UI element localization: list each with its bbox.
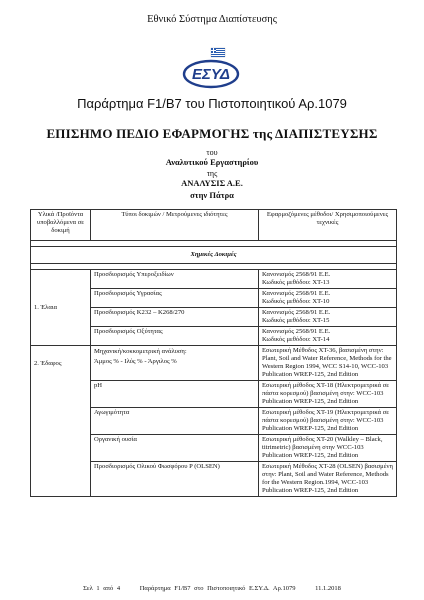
table-header-row: [31, 210, 397, 241]
test-cell: Μηχανική/κοκκομετρική ανάλυση: Άμμος % - Ιλύς % - Άργιλος %: [91, 346, 259, 381]
footer-page-number: Σελ 1 από 4: [83, 585, 121, 592]
footer-date: 11.1.2018: [315, 585, 341, 592]
method-cell: Εσωτερική μέθοδος ΧΤ-18 (Ηλεκτρομετρικά σε πάστα κορεσμού) βασισμένη στην: WCC-103 Publication WREP-125, 2nd Edition: [259, 381, 397, 408]
method-cell: Εσωτερική μέθοδος ΧΤ-19 (Ηλεκτρομετρικά σε πάστα κορεσμού) βασισμένη στην: WCC-103 Publication WREP-125, 2nd Edition: [259, 408, 397, 435]
header-materials: Υλικά /Προϊόντα υποβαλλόμενα σε δοκιμή: [31, 210, 91, 241]
esyd-logo: [180, 47, 242, 91]
method-cell: Εσωτερική Μέθοδος ΧΤ-28 (OLSEN) βασισμένη στην: Plant, Soil and Water Reference, Methods for the Western Region.1994, WCC-103 Publication WREP-125, 2nd Edition: [259, 462, 397, 497]
material-cell: 1. Έλαια: [31, 270, 91, 346]
test-cell: Προσδιορισμός Ολικού Φωσφόρου P (OLSEN): [91, 462, 259, 497]
organization-name: Εθνικό Σύστημα Διαπίστευσης: [147, 14, 277, 25]
category-row: [31, 247, 397, 264]
test-cell: Προσδιορισμός K232 – K268/270: [91, 308, 259, 327]
logo-text: ΕΣΥΔ: [192, 66, 230, 83]
test-cell: pH: [91, 381, 259, 408]
document-title: ΕΠΙΣΗΜΟ ΠΕΔΙΟ ΕΦΑΡΜΟΓΗΣ της ΔΙΑΠΙΣΤΕΥΣΗΣ: [46, 126, 378, 141]
subtitle-line-3: της: [206, 169, 218, 178]
test-cell: Προσδιορισμός Υγρασίας: [91, 289, 259, 308]
material-cell: 2. Έδαφος: [31, 346, 91, 497]
subtitle-line-2: Αναλυτικού Εργαστηρίου: [165, 157, 259, 167]
method-cell: Κανονισμός 2568/91 Ε.Ε. Κωδικός μεθόδου: ΧΤ-10: [259, 289, 397, 308]
header-methods: Εφαρμοζόμενες μέθοδοι/ Χρησιμοποιούμενες τεχνικές: [259, 210, 397, 241]
test-cell: Οργανική ουσία: [91, 435, 259, 462]
method-cell: Κανονισμός 2568/91 Ε.Ε. Κωδικός μεθόδου: ΧΤ-15: [259, 308, 397, 327]
method-cell: Εσωτερική Μέθοδος ΧΤ-36, βασισμένη στην: Plant, Soil and Water Reference, Methods for the Western Region 1994, WCC S14-10, WCC-103 Publication WREP-125, 2nd Edition: [259, 346, 397, 381]
company-name: ΑΝΑΛΥΣΙΣ Α.Ε.: [181, 178, 243, 188]
scope-table: [30, 209, 397, 497]
subtitle-line-1: του: [206, 148, 218, 157]
test-cell: Προσδιορισμός Οξύτητας: [91, 327, 259, 346]
annex-title: Παράρτημα F1/B7 του Πιστοποιητικού Αρ.1079: [77, 96, 347, 111]
test-cell: Αγωγιμότητα: [91, 408, 259, 435]
test-cell: Προσδιορισμός Υπεροξειδίων: [91, 270, 259, 289]
method-cell: Κανονισμός 2568/91 Ε.Ε. Κωδικός μεθόδου: ΧΤ-14: [259, 327, 397, 346]
category-label: Χημικές Δοκιμές: [31, 247, 397, 264]
page-footer: [0, 585, 424, 592]
company-location: στην Πάτρα: [190, 190, 234, 200]
header-tests: Τύποι δοκιμών / Μετρούμενες ιδιότητες: [91, 210, 259, 241]
method-cell: Εσωτερική μέθοδος ΧΤ-20 (Walkley – Black, titrimetric) βασισμένη στην WCC-103 Publication WREP-125, 2nd Edition: [259, 435, 397, 462]
table-row: [31, 270, 397, 289]
table-row: [31, 346, 397, 381]
method-cell: Κανονισμός 2568/91 Ε.Ε. Κωδικός μεθόδου: ΧΤ-13: [259, 270, 397, 289]
footer-reference: Παράρτημα F1/B7 στο Πιστοποιητικό Ε.ΣΥ.Δ. Αρ.1079: [139, 585, 296, 592]
